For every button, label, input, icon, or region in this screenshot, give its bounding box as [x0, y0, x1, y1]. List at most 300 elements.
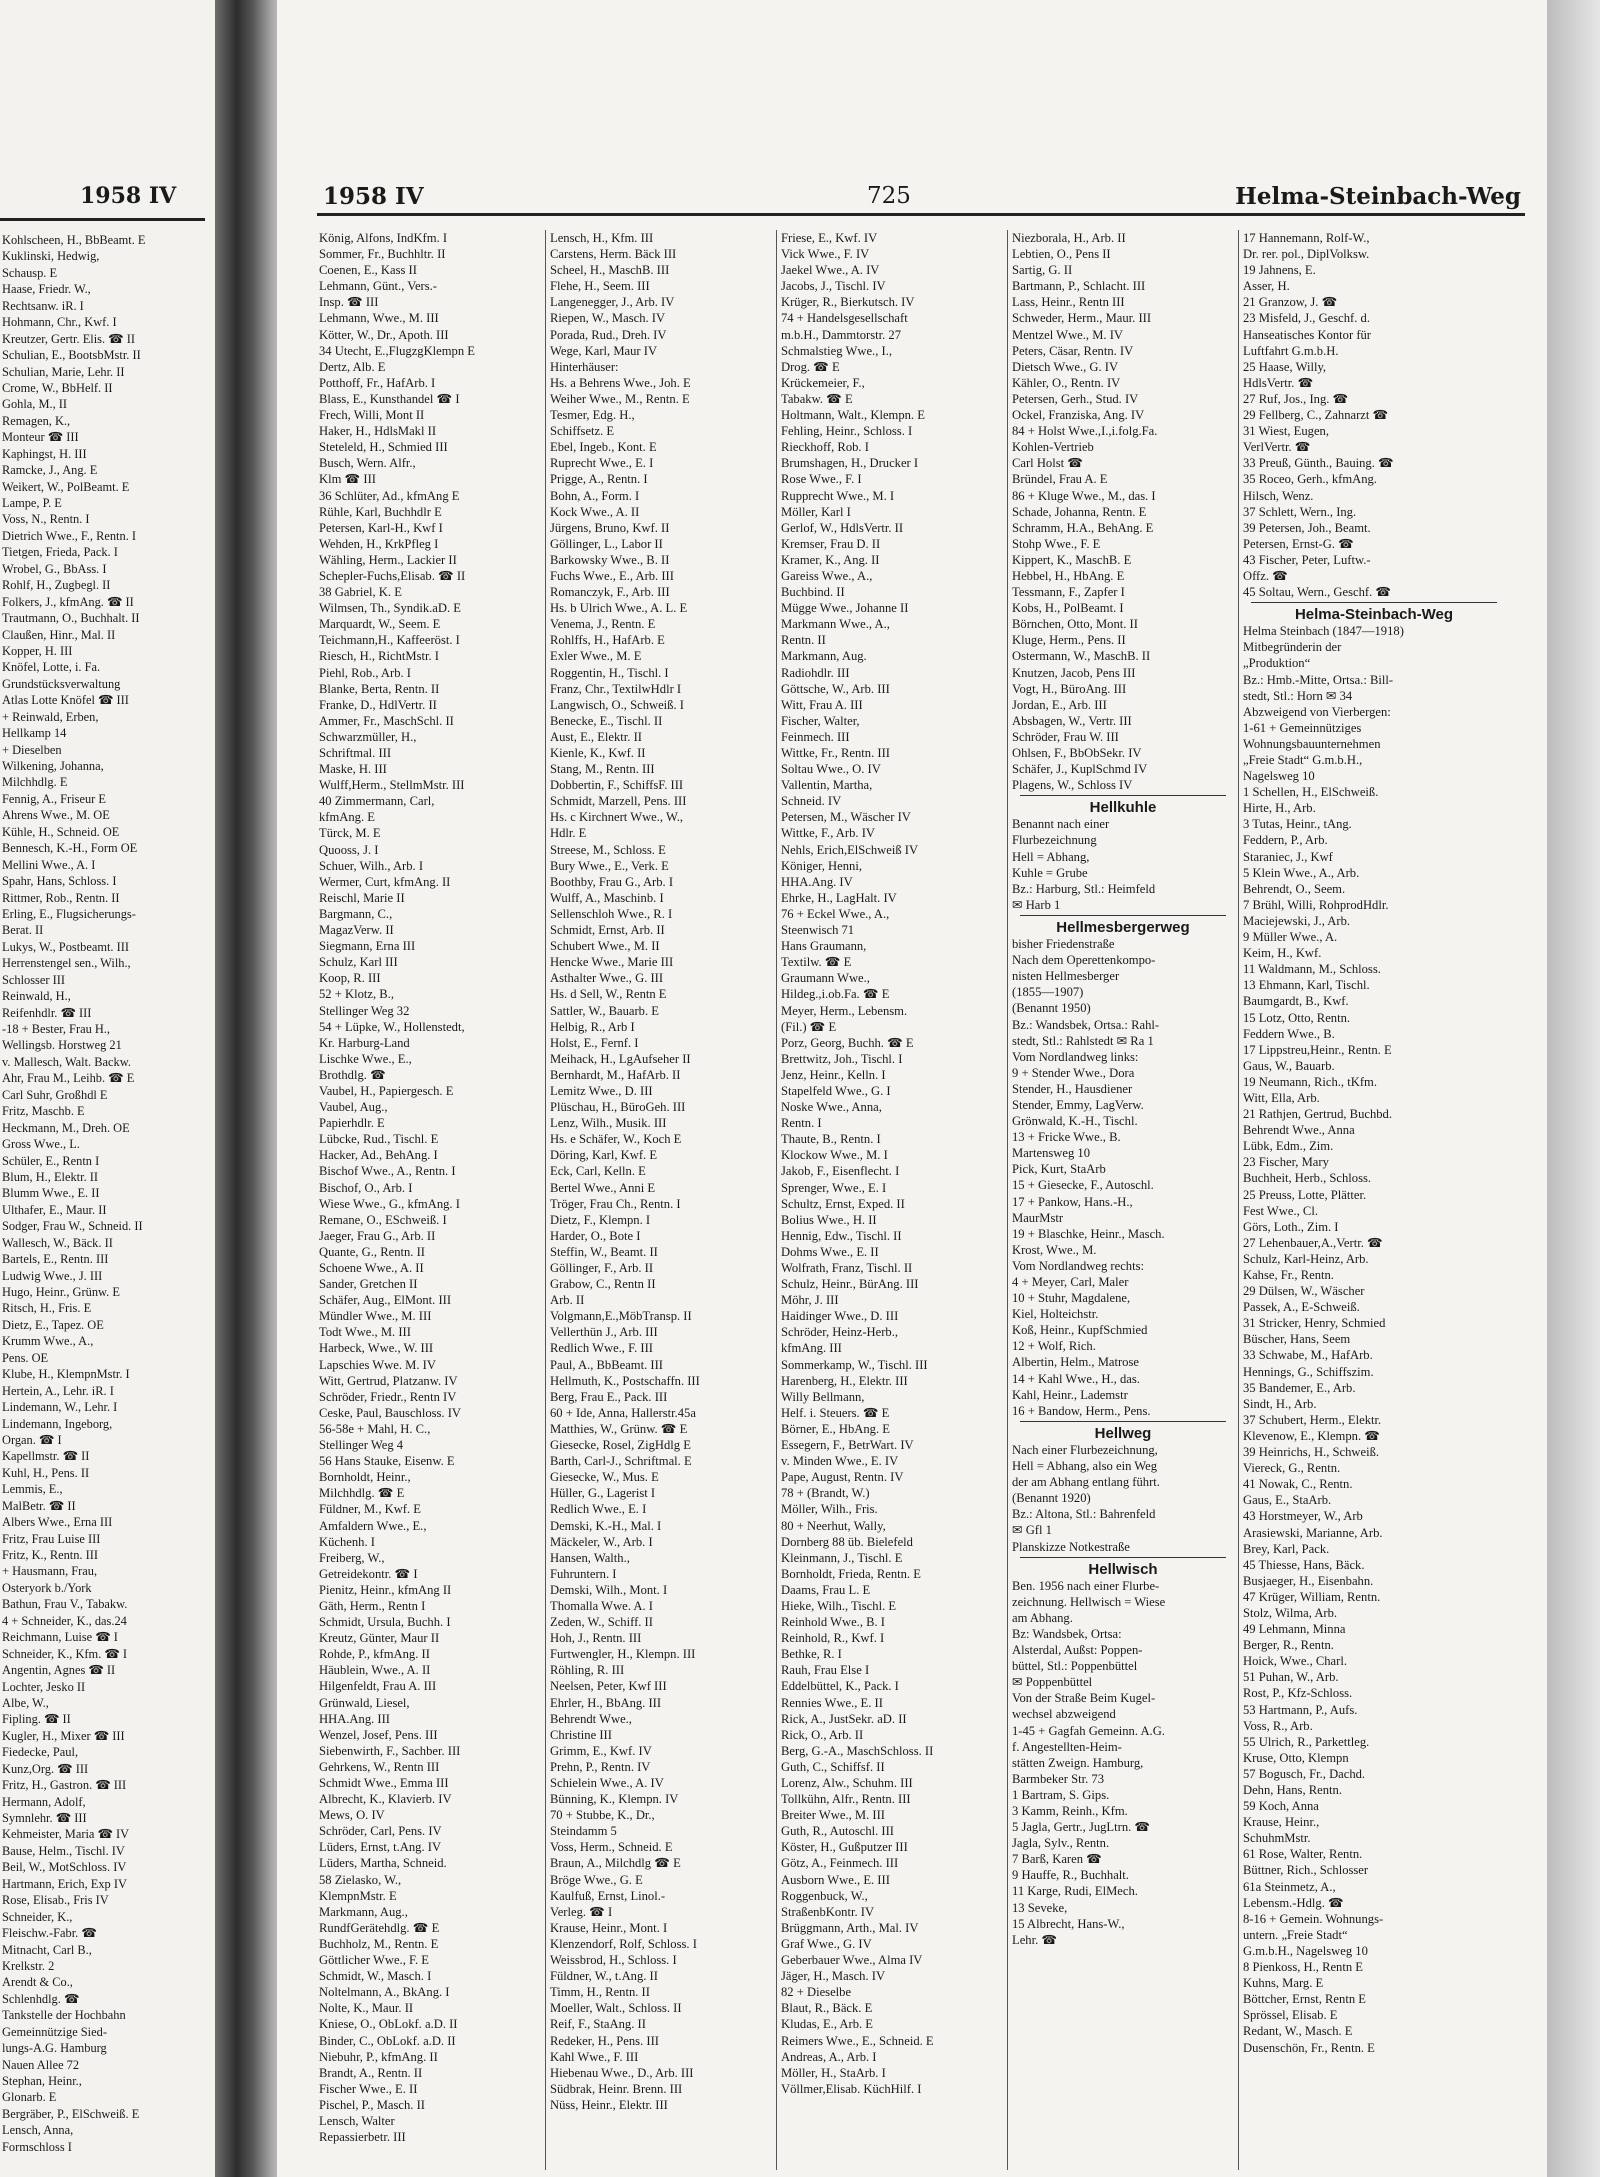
directory-entry: Ruprecht Wwe., E. I	[550, 456, 654, 471]
directory-entry: Willy Bellmann,	[781, 1389, 865, 1404]
directory-entry: Kuhns, Marg. E	[1243, 1976, 1324, 1991]
directory-entry: Rieckhoff, Rob. I	[781, 440, 869, 455]
directory-entry: Klevenow, E., Klempn. ☎	[1243, 1428, 1380, 1443]
directory-entry: StraßenbKontr. IV	[781, 1904, 875, 1919]
page-edge	[1547, 0, 1600, 2177]
directory-entry: Brettwitz, Joh., Tischl. I	[781, 1051, 903, 1066]
column-4	[1012, 230, 1234, 1948]
directory-entry: Bohn, A., Form. I	[550, 488, 640, 503]
directory-entry: Rost, P., Kfz-Schloss.	[1243, 1686, 1353, 1701]
directory-entry: 29 Fellberg, C., Zahnarzt ☎	[1243, 408, 1389, 423]
directory-entry: 27 Ruf, Jos., Ing. ☎	[1243, 391, 1349, 406]
directory-entry: 61a Steinmetz, A.,	[1243, 1879, 1336, 1894]
directory-entry: Kienle, K., Kwf. II	[550, 746, 646, 760]
directory-entry: 7 Brühl, Willi, RohprodHdlr.	[1243, 897, 1389, 912]
directory-entry: Kramer, K., Ang. II	[781, 552, 880, 567]
directory-entry: Bz: Wandsbek, Ortsa:	[1012, 1626, 1122, 1641]
directory-entry: 70 + Stubbe, K., Dr.,	[550, 1808, 655, 1823]
directory-entry: Kludas, E., Arb. E	[781, 2017, 873, 2032]
directory-entry: Rittmer, Rob., Rentn. II	[2, 890, 120, 905]
column-3	[781, 230, 1003, 2097]
directory-entry: Crome, W., BbHelf. II	[2, 380, 113, 395]
directory-entry: Rennies Wwe., E. II	[781, 1695, 883, 1710]
directory-entry: Guth, C., Schiffsf. II	[781, 1759, 885, 1774]
directory-entry: Fritz, K., Rentn. III	[2, 1548, 99, 1562]
directory-entry: Ebel, Ingeb., Kont. E	[550, 440, 657, 455]
directory-entry: 14 + Kahl Wwe., H., das.	[1012, 1371, 1140, 1386]
directory-entry: Hoick, Wwe., Charl.	[1243, 1654, 1347, 1669]
directory-entry: Berat. II	[2, 923, 44, 938]
directory-entry: Kötter, W., Dr., Apoth. III	[319, 327, 449, 342]
directory-entry: Wallesch, W., Bäck. II	[2, 1235, 113, 1250]
directory-entry: Reimers Wwe., E., Schneid. E	[781, 2033, 934, 2048]
directory-entry: Schoene Wwe., A. II	[319, 1261, 424, 1275]
directory-entry: 45 Thiesse, Hans, Bäck.	[1243, 1557, 1365, 1572]
directory-entry: Blass, E., Kunsthandel ☎ I	[319, 391, 460, 406]
directory-entry: Graumann Wwe.,	[781, 971, 870, 986]
directory-entry: Atlas Lotte Knöfel ☎ III	[2, 693, 129, 708]
street-heading: Hellmesbergerweg	[1056, 918, 1190, 936]
directory-entry: Busch, Wern. Alfr.,	[319, 456, 416, 471]
directory-entry: Hermann, Adolf,	[2, 1794, 86, 1809]
directory-entry: Hellmuth, K., Postschaffn. III	[550, 1373, 700, 1388]
directory-entry: Haidinger Wwe., D. III	[781, 1309, 899, 1324]
directory-entry: Hans Graumann,	[781, 939, 867, 954]
directory-entry: Demski, K.-H., Mal. I	[550, 1518, 662, 1533]
directory-entry: Von der Straße Beim Kugel-	[1012, 1691, 1156, 1706]
directory-entry: Jakob, F., Eisenflecht. I	[781, 1164, 900, 1179]
directory-entry: Hacker, Ad., BehAng. I	[319, 1148, 438, 1163]
directory-entry: Fritz, H., Gastron. ☎ III	[2, 1778, 127, 1793]
directory-entry: Lensch, Walter	[319, 2113, 395, 2128]
directory-entry: 37 Schubert, Herm., Elektr.	[1243, 1412, 1382, 1427]
directory-entry: Köster, H., Gußputzer III	[781, 1840, 908, 1855]
directory-entry: Kähler, O., Rentn. IV	[1012, 375, 1121, 390]
directory-entry: 74 + Handelsgesellschaft	[781, 311, 908, 326]
directory-entry: Voss, Herm., Schneid. E	[550, 1840, 673, 1855]
directory-entry: Redlich Wwe., F. III	[550, 1341, 653, 1356]
directory-entry: Brandt, A., Rentn. II	[319, 2065, 423, 2080]
directory-entry: Beil, W., MotSchloss. IV	[2, 1860, 127, 1875]
directory-entry: Götz, A., Feinmech. III	[781, 1856, 899, 1871]
directory-entry: Mews, O. IV	[319, 1808, 385, 1823]
directory-entry: Bz.: Altona, Stl.: Bahrenfeld	[1012, 1507, 1156, 1522]
directory-entry: Gareiss Wwe., A.,	[781, 568, 873, 583]
directory-entry: Hs. d Sell, W., Rentn E	[550, 987, 667, 1002]
column-1	[319, 230, 541, 2145]
header-rule	[317, 213, 1525, 216]
directory-entry: Rentn. I	[781, 1116, 822, 1131]
directory-entry: 19 Jahnens, E.	[1243, 263, 1316, 278]
directory-entry: Wiese Wwe., G., kfmAng. I	[319, 1196, 460, 1211]
directory-entry: + Dieselben	[2, 742, 62, 757]
directory-entry: 11 Karge, Rudi, ElMech.	[1012, 1884, 1138, 1899]
page-number: 725	[867, 183, 911, 209]
directory-entry: Kobs, H., PolBeamt. I	[1012, 601, 1124, 616]
directory-entry: Flehe, H., Seem. III	[550, 279, 650, 294]
directory-entry: Tabakw. ☎ E	[781, 391, 853, 406]
directory-entry: Ahr, Frau M., Leihb. ☎ E	[2, 1071, 135, 1086]
directory-entry: Sommer, Fr., Buchhltr. II	[319, 247, 446, 262]
directory-entry: Thomalla Wwe. A. I	[550, 1598, 653, 1613]
directory-entry: Holtmann, Walt., Klempn. E	[781, 408, 925, 423]
directory-entry: Schäfer, J., KuplSchmd IV	[1012, 762, 1148, 777]
directory-entry: 16 + Bandow, Herm., Pens.	[1012, 1403, 1151, 1418]
directory-entry: Jaekel Wwe., A. IV	[781, 263, 880, 278]
directory-entry: Helma Steinbach (1847—1918)	[1243, 624, 1404, 639]
directory-entry: 43 Horstmeyer, W., Arb	[1243, 1509, 1363, 1524]
directory-entry: Bröge Wwe., G. E	[550, 1872, 643, 1887]
directory-entry: Reinwald, H.,	[2, 989, 71, 1004]
directory-entry: Häublein, Wwe., A. II	[319, 1663, 431, 1678]
directory-entry: Kehmeister, Maria ☎ IV	[2, 1827, 130, 1842]
directory-entry: Lensch, Anna,	[2, 2123, 74, 2138]
directory-entry: m.b.H., Dammtorstr. 27	[781, 327, 901, 342]
directory-entry: Holst, E., Fernf. I	[550, 1035, 639, 1050]
directory-entry: Königer, Henni,	[781, 858, 862, 873]
directory-entry: Kahse, Fr., Rentn.	[1243, 1268, 1334, 1282]
directory-entry: 9 Hauffe, R., Buchhalt.	[1012, 1868, 1129, 1883]
directory-entry: Stellinger Weg 32	[319, 1003, 410, 1018]
directory-entry: Textilw. ☎ E	[781, 955, 852, 970]
directory-entry: Berg, G.-A., MaschSchloss. II	[781, 1743, 934, 1758]
directory-entry: 12 + Wolf, Rich.	[1012, 1339, 1096, 1354]
directory-entry: Stapelfeld Wwe., G. I	[781, 1083, 891, 1098]
directory-entry: Feddern Wwe., B.	[1243, 1026, 1335, 1041]
directory-entry: Füldner, M., Kwf. E	[319, 1502, 421, 1517]
directory-entry: Wolfrath, Franz, Tischl. II	[781, 1261, 913, 1275]
directory-entry: Milchhdlg. ☎ E	[319, 1486, 405, 1501]
directory-entry: Büscher, Hans, Seem	[1243, 1332, 1351, 1347]
directory-entry: Asser, H.	[1243, 279, 1290, 294]
directory-entry: Wilkening, Johanna,	[2, 759, 104, 773]
directory-entry: Dietz, E., Tapez. OE	[2, 1317, 104, 1332]
directory-entry: Wrobel, G., BbAss. I	[2, 561, 107, 576]
directory-entry: Schulian, Marie, Lehr. II	[2, 364, 125, 379]
directory-entry: Kaphingst, H. III	[2, 446, 87, 461]
directory-entry: Albers Wwe., Erna III	[2, 1515, 113, 1530]
directory-entry: Vellerthün J., Arb. III	[550, 1325, 658, 1340]
directory-entry: Kunz,Org. ☎ III	[2, 1761, 89, 1776]
directory-entry: ✉ Harb 1	[1012, 897, 1061, 912]
directory-entry: Kremser, Frau D. II	[781, 536, 881, 551]
directory-entry: Hertein, A., Lehr. iR. I	[2, 1383, 114, 1398]
directory-entry: Schneid. IV	[781, 794, 842, 809]
directory-entry: Vom Nordlandweg links:	[1012, 1049, 1139, 1064]
directory-entry: Barkowsky Wwe., B. II	[550, 552, 670, 567]
directory-entry: -18 + Bester, Frau H.,	[2, 1022, 111, 1036]
directory-entry: Dobbertin, F., SchiffsF. III	[550, 778, 684, 793]
street-heading: Hellwisch	[1088, 1560, 1158, 1578]
directory-entry: 13 Ehmann, Karl, Tischl.	[1243, 978, 1370, 993]
section-rule	[1020, 1421, 1226, 1422]
directory-entry: Ulthafer, E., Maur. II	[2, 1202, 107, 1217]
directory-entry: Steenwisch 71	[781, 923, 855, 938]
directory-entry: Rupprecht Wwe., M. I	[781, 488, 895, 503]
directory-entry: Vallentin, Martha,	[781, 778, 873, 793]
directory-entry: Gemeinnützige Sied-	[2, 2024, 107, 2039]
directory-entry: Ritsch, H., Fris. E	[2, 1301, 92, 1316]
directory-entry: 54 + Lüpke, W., Hollenstedt,	[319, 1019, 465, 1034]
directory-entry: Schepler-Fuchs,Elisab. ☎ II	[319, 568, 466, 583]
directory-entry: Steteleld, H., Schmied III	[319, 440, 448, 455]
directory-entry: Kahl Wwe., F. III	[550, 2049, 639, 2064]
directory-entry: Bartels, E., Rentn. III	[2, 1252, 109, 1267]
directory-entry: Behrendt Wwe.,	[550, 1711, 632, 1726]
directory-entry: HHA.Ang. III	[319, 1711, 390, 1726]
directory-entry: Füldner, W., t.Ang. II	[550, 1969, 658, 1984]
directory-entry: Matthies, W., Grünw. ☎ E	[550, 1421, 688, 1436]
directory-entry: Milchhdlg. E	[2, 775, 68, 790]
directory-entry: Hellkamp 14	[2, 726, 67, 741]
directory-entry: Kuhl, H., Pens. II	[2, 1465, 90, 1480]
directory-entry: Dr. rer. pol., DiplVolksw.	[1243, 247, 1370, 262]
directory-entry: Friese, E., Kwf. IV	[781, 231, 878, 245]
directory-entry: Schmidt, W., Masch. I	[319, 1969, 432, 1984]
directory-entry: Klockow Wwe., M. I	[781, 1148, 888, 1163]
column-2	[550, 230, 772, 2113]
directory-entry: Keim, H., Kwf.	[1243, 946, 1322, 961]
directory-entry: Dietrich Wwe., F., Rentn. I	[2, 528, 137, 543]
directory-entry: Schmalstieg Wwe., I.,	[781, 343, 892, 358]
directory-entry: Görs, Loth., Zim. I	[1243, 1219, 1339, 1234]
directory-entry: Hanseatisches Kontor für	[1243, 327, 1371, 342]
directory-entry: Erling, E., Flugsicherungs-	[2, 906, 136, 921]
directory-entry: Göttsche, W., Arb. III	[781, 681, 890, 696]
directory-entry: Franke, D., HdlVertr. II	[319, 697, 437, 712]
directory-entry: Lensch, H., Kfm. III	[550, 231, 654, 245]
directory-entry: Hoh, J., Rentn. III	[550, 1631, 642, 1646]
directory-entry: Nüss, Heinr., Elektr. III	[550, 2097, 668, 2112]
directory-entry: Dietz, F., Klempn. I	[550, 1212, 651, 1227]
directory-entry: Timm, H., Rentn. II	[550, 1985, 650, 2000]
directory-entry: Absbagen, W., Vertr. III	[1012, 713, 1132, 728]
directory-entry: Binder, C., ObLokf. a.D. II	[319, 2033, 456, 2048]
directory-entry: Markmann, Aug.,	[319, 1904, 408, 1919]
directory-entry: Vaubel, H., Papiergesch. E	[319, 1083, 454, 1098]
directory-entry: Pape, August, Rentn. IV	[781, 1470, 904, 1485]
directory-entry: 11 Waldmann, M., Schloss.	[1243, 962, 1381, 977]
directory-entry: Schade, Johanna, Rentn. E	[1012, 504, 1147, 519]
directory-entry: Lischke Wwe., E.,	[319, 1051, 412, 1066]
directory-entry: Formschloss I	[2, 2139, 72, 2154]
directory-entry: Langwisch, O., Schweiß. I	[550, 697, 684, 712]
directory-entry: Nach dem Operettenkompo-	[1012, 953, 1156, 968]
directory-entry: Buchholz, M., Rentn. E	[319, 1936, 439, 1951]
directory-entry: 37 Schlett, Wern., Ing.	[1243, 504, 1357, 519]
directory-entry: Büttner, Rich., Schlosser	[1243, 1863, 1369, 1878]
directory-entry: Lindemann, W., Lehr. I	[2, 1400, 118, 1415]
directory-entry: Amfaldern Wwe., E.,	[319, 1518, 427, 1533]
directory-entry: Tesmer, Edg. H.,	[550, 408, 635, 423]
directory-entry: Benecke, E., Tischl. II	[550, 713, 663, 728]
directory-entry: Hohmann, Chr., Kwf. I	[2, 315, 117, 330]
directory-entry: Reinhold Wwe., B. I	[781, 1615, 886, 1630]
directory-entry: Hiebenau Wwe., D., Arb. III	[550, 2065, 694, 2080]
directory-entry: Paul, A., BbBeamt. III	[550, 1357, 663, 1372]
directory-entry: Weiher Wwe., M., Rentn. E	[550, 391, 690, 406]
directory-entry: Börner, E., HbAng. E	[781, 1421, 890, 1436]
directory-entry: Mündler Wwe., M. III	[319, 1309, 432, 1324]
directory-entry: Möhr, J. III	[781, 1293, 839, 1308]
directory-entry: 39 Petersen, Joh., Beamt.	[1243, 520, 1371, 535]
directory-entry: Roggenbuck, W.,	[781, 1888, 868, 1903]
directory-entry: Carl Holst ☎	[1012, 456, 1083, 471]
directory-entry: Wohnungsbauunternehmen	[1243, 736, 1381, 751]
directory-entry: Grünwald, Liesel,	[319, 1695, 410, 1710]
directory-entry: Fipling. ☎ II	[2, 1712, 71, 1727]
directory-entry: Maske, H. III	[319, 762, 387, 777]
directory-entry: Rohlffs, H., HafArb. E	[550, 633, 665, 648]
directory-entry: Petersen, Karl-H., Kwf I	[319, 520, 443, 535]
directory-entry: Gerlof, W., HdlsVertr. II	[781, 520, 904, 535]
directory-entry: + Reinwald, Erben,	[2, 709, 99, 724]
directory-entry: Daams, Frau L. E	[781, 1582, 871, 1597]
directory-entry: Marquardt, W., Seem. E	[319, 617, 441, 632]
directory-entry: Hirte, H., Arb.	[1243, 801, 1316, 816]
directory-entry: Drog. ☎ E	[781, 359, 840, 374]
section-rule	[1020, 1557, 1226, 1558]
directory-entry: Lübcke, Rud., Tischl. E	[319, 1132, 439, 1147]
directory-entry: 49 Lehmann, Minna	[1243, 1622, 1346, 1637]
directory-entry: Schausp. E	[2, 265, 58, 280]
directory-entry: Dornberg 88 üb. Bielefeld	[781, 1534, 913, 1549]
directory-entry: Wilmsen, Th., Syndik.aD. E	[319, 601, 461, 616]
directory-entry: Schröder, Frau W. III	[1012, 729, 1119, 744]
directory-entry: Meyer, Herm., Lebensm.	[781, 1003, 908, 1018]
directory-entry: Bergräber, P., ElSchweiß. E	[2, 2106, 140, 2121]
directory-entry: Schmidt, Marzell, Pens. III	[550, 794, 687, 809]
directory-entry: Osteryork b./York	[2, 1580, 92, 1595]
directory-entry: ✉ Poppenbüttel	[1012, 1675, 1093, 1690]
directory-entry: Witt, Frau A. III	[781, 697, 863, 712]
directory-entry: Bethke, R. I	[781, 1647, 842, 1662]
directory-entry: Papierhdlr. E	[319, 1116, 385, 1131]
directory-entry: Sander, Gretchen II	[319, 1277, 418, 1292]
directory-entry: ✉ Gfl 1	[1012, 1523, 1052, 1538]
directory-entry: Möller, Wilh., Fris.	[781, 1502, 878, 1517]
directory-entry: Franz, Chr., TextilwHdlr I	[550, 681, 682, 696]
directory-entry: wechsel abzweigend	[1012, 1707, 1116, 1722]
directory-entry: Schulz, Heinr., BürAng. III	[781, 1277, 919, 1292]
directory-entry: Giesecke, Rosel, ZigHdlg E	[550, 1438, 691, 1453]
directory-entry: Staraniec, J., Kwf	[1243, 849, 1333, 864]
directory-entry: 5 Klein Wwe., A., Arb.	[1243, 865, 1360, 880]
directory-entry: Schneider, K., Kfm. ☎ I	[2, 1646, 128, 1661]
directory-entry: Reichmann, Luise ☎ I	[2, 1630, 118, 1645]
directory-entry: Schiffsetz. E	[550, 424, 615, 439]
directory-entry: Hell = Abhang,	[1012, 849, 1090, 864]
directory-entry: Sprössel, Elisab. E	[1243, 2008, 1338, 2023]
directory-entry: Piehl, Rob., Arb. I	[319, 665, 412, 680]
directory-entry: Sprenger, Wwe., E. I	[781, 1180, 887, 1195]
directory-entry: Mügge Wwe., Johanne II	[781, 601, 909, 616]
directory-entry: Schüler, E., Rentn I	[2, 1153, 100, 1168]
directory-entry: Rick, O., Arb. II	[781, 1727, 864, 1742]
directory-entry: Markmann Wwe., A.,	[781, 617, 890, 632]
directory-entry: Nehls, Erich,ElSchweiß IV	[781, 842, 919, 857]
directory-entry: Feddern, P., Arb.	[1243, 833, 1328, 848]
directory-entry: nisten Hellmesberger	[1012, 969, 1120, 984]
directory-entry: Brey, Karl, Pack.	[1243, 1541, 1330, 1556]
directory-entry: Stohp Wwe., F. E	[1012, 536, 1101, 551]
directory-entry: Romanczyk, F., Arb. III	[550, 585, 670, 600]
directory-entry: 23 Fischer, Mary	[1243, 1155, 1329, 1170]
directory-entry: 80 + Neerhut, Wally,	[781, 1518, 886, 1533]
directory-entry: Ammer, Fr., MaschSchl. II	[319, 713, 454, 728]
directory-entry: Passek, A., E-Schweiß.	[1243, 1300, 1360, 1315]
directory-entry: Brumshagen, H., Drucker I	[781, 456, 919, 471]
directory-entry: Redlich Wwe., E. I	[550, 1502, 647, 1517]
directory-entry: Wulff,Herm., StellmMstr. III	[319, 778, 465, 793]
directory-entry: Ceske, Paul, Bauschloss. IV	[319, 1405, 462, 1420]
directory-entry: Bathun, Frau V., Tabakw.	[2, 1597, 128, 1612]
directory-entry: Hilsch, Wenz.	[1243, 488, 1314, 503]
directory-entry: 15 Lotz, Otto, Rentn.	[1243, 1010, 1351, 1025]
directory-entry: Essegern, F., BetrWart. IV	[781, 1438, 914, 1453]
directory-entry: Demski, Wilh., Mont. I	[550, 1582, 668, 1597]
directory-entry: 1-61 + Gemeinnütziges	[1243, 720, 1362, 735]
directory-entry: 36 Schlüter, Ad., kfmAng E	[319, 488, 460, 503]
directory-entry: 39 Heinrichs, H., Schweiß.	[1243, 1445, 1380, 1460]
directory-entry: 78 + (Brandt, W.)	[781, 1486, 870, 1501]
directory-entry: 3 Tutas, Heinr., tAng.	[1243, 817, 1352, 832]
directory-entry: Rick, A., JustSekr. aD. II	[781, 1711, 907, 1726]
directory-entry: Ehrke, H., LagHalt. IV	[781, 890, 897, 905]
directory-entry: Wellingsb. Horstweg 21	[2, 1038, 122, 1053]
directory-entry: v. Mallesch, Walt. Backw.	[2, 1054, 131, 1069]
directory-entry: Harbeck, Wwe., W. III	[319, 1341, 434, 1356]
directory-entry: Kreutzer, Gertr. Elis. ☎ II	[2, 331, 135, 346]
directory-entry: Bartmann, P., Schlacht. III	[1012, 279, 1146, 294]
directory-entry: + Hausmann, Frau,	[2, 1564, 98, 1579]
directory-entry: 57 Bogusch, Fr., Dachd.	[1243, 1766, 1366, 1781]
directory-entry: Bolius Wwe., H. II	[781, 1212, 877, 1227]
directory-entry: Ehrler, H., BbAng. III	[550, 1695, 662, 1710]
directory-entry: Lebensm.-Hdlg. ☎	[1243, 1895, 1344, 1910]
directory-entry: Insp. ☎ III	[319, 295, 379, 310]
column-divider	[1007, 230, 1008, 2170]
directory-entry: Schulian, E., BootsbMstr. II	[2, 348, 141, 363]
directory-entry: Petersen, Ernst-G. ☎	[1243, 536, 1354, 551]
directory-entry: Brothdlg. ☎	[319, 1067, 386, 1082]
directory-entry: Haase, Friedr. W.,	[2, 282, 91, 297]
directory-entry: Schultz, Ernst, Exped. II	[781, 1196, 905, 1211]
directory-entry: Tröger, Frau Ch., Rentn. I	[550, 1196, 681, 1211]
directory-entry: Flurbezeichnung	[1012, 833, 1097, 848]
directory-entry: Albe, W.,	[2, 1695, 49, 1710]
directory-entry: Kugler, H., Mixer ☎ III	[2, 1728, 125, 1743]
directory-entry: Angentin, Agnes ☎ II	[2, 1663, 116, 1678]
directory-entry: Klm ☎ III	[319, 472, 376, 487]
column-divider	[545, 230, 546, 2170]
directory-entry: Feinmech. III	[781, 729, 850, 744]
directory-entry: 86 + Kluge Wwe., M., das. I	[1012, 488, 1156, 503]
directory-entry: 60 + Ide, Anna, Hallerstr.45a	[550, 1405, 696, 1420]
directory-entry: Kreutz, Günter, Maur II	[319, 1631, 440, 1646]
directory-entry: Grundstücksverwaltung	[2, 676, 121, 691]
directory-entry: Fiedecke, Paul,	[2, 1745, 79, 1760]
directory-entry: Ramcke, J., Ang. E	[2, 463, 98, 478]
column-5	[1243, 230, 1505, 2056]
directory-entry: Abzweigend von Vierbergen:	[1243, 704, 1391, 719]
directory-entry: Rühle, Karl, Buchhdlr E	[319, 504, 442, 519]
directory-entry: Hs. e Schäfer, W., Koch E	[550, 1132, 682, 1147]
directory-entry: Organ. ☎ I	[2, 1432, 62, 1447]
directory-entry: Fritz, Frau Luise III	[2, 1531, 101, 1546]
directory-entry: Schmidt Wwe., Emma III	[319, 1776, 449, 1790]
directory-entry: Rauh, Frau Else I	[781, 1663, 870, 1678]
